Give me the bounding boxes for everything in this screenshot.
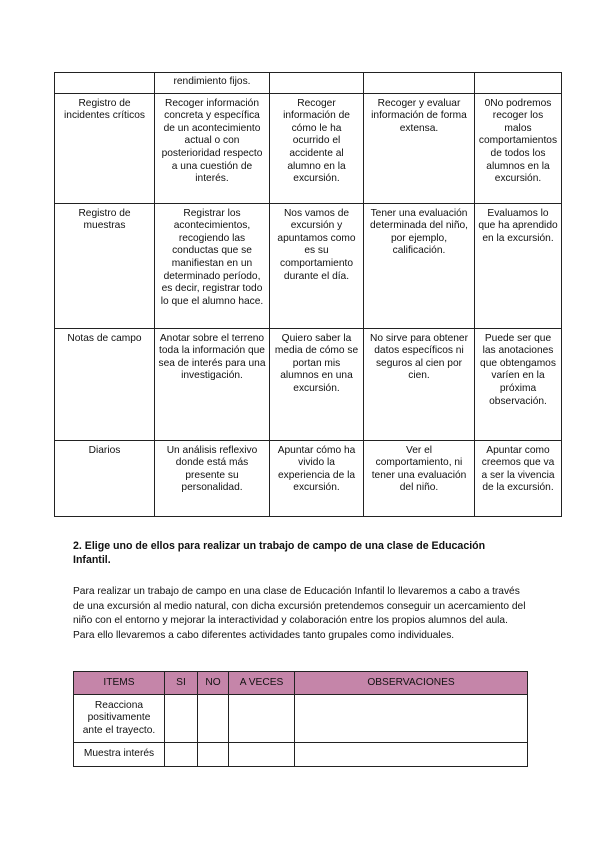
method-purpose-cell: Recoger y evaluar información de forma extensa. xyxy=(364,93,475,203)
si-header: SI xyxy=(165,672,198,695)
method-use-cell: Apuntar cómo ha vivido la experiencia de la excursión. xyxy=(270,440,364,516)
method-definition-cell: Registrar los acontecimientos, recogiendo las conductas que se manifiestan en un determinado período, es decir, registrar todo lo que el alumno hace. xyxy=(155,203,270,328)
method-purpose-cell: Tener una evaluación determinada del niño, por ejemplo, calificación. xyxy=(364,203,475,328)
observation-checklist xyxy=(73,671,528,767)
method-name-cell: Diarios xyxy=(55,440,155,516)
method-use-cell: Quiero saber la media de cómo se portan mis alumnos en una excursión. xyxy=(270,328,364,440)
method-definition-cell: Anotar sobre el terreno toda la información que sea de interés para una investigación. xyxy=(155,328,270,440)
section-title: 2. Elige uno de ellos para realizar un trabajo de campo de una clase de Educación Infantil. xyxy=(73,540,486,566)
method-definition-cell: Un análisis reflexivo donde está más presente su personalidad. xyxy=(155,440,270,516)
si-cell[interactable] xyxy=(165,743,198,767)
method-name-cell: Notas de campo xyxy=(55,328,155,440)
methods-table xyxy=(54,72,562,517)
table-row xyxy=(74,743,528,767)
observaciones-cell[interactable] xyxy=(295,695,528,743)
method-name-cell: Registro de muestras xyxy=(55,203,155,328)
item-cell: Muestra interés xyxy=(74,743,165,767)
checklist-header-row xyxy=(74,672,528,695)
method-definition-cell: Recoger información concreta y específica de un acontecimiento actual o con posterioridad respecto a una cuestión de interés. xyxy=(155,93,270,203)
method-definition-cell: rendimiento fijos. xyxy=(155,73,270,94)
a-veces-cell[interactable] xyxy=(229,695,295,743)
items-header: ITEMS xyxy=(74,672,165,695)
no-cell[interactable] xyxy=(198,695,229,743)
observaciones-cell[interactable] xyxy=(295,743,528,767)
method-assessment-cell: Evaluamos lo que ha aprendido en la excursión. xyxy=(475,203,562,328)
no-header: NO xyxy=(198,672,229,695)
method-assessment-cell: Puede ser que las anotaciones que obtengamos varíen en la próxima observación. xyxy=(475,328,562,440)
table-row xyxy=(55,93,562,203)
method-name-cell xyxy=(55,73,155,94)
table-row xyxy=(55,203,562,328)
si-cell[interactable] xyxy=(165,695,198,743)
section-paragraph: Para realizar un trabajo de campo en una clase de Educación Infantil lo llevaremos a cabo a través de una excursión al medio natural, con dicha excursión pretendemos conseguir un acercamiento del niño con el entorno y mejorar la interactividad y colaboración entre los propios alumnos del aula. Para ello llevaremos a cabo diferentes actividades tanto grupales como individuales. xyxy=(73,586,526,641)
table-row xyxy=(55,73,562,94)
method-name-cell: Registro de incidentes críticos xyxy=(55,93,155,203)
item-cell: Reacciona positivamente ante el trayecto. xyxy=(74,695,165,743)
method-use-cell: Recoger información de cómo le ha ocurrido el accidente al alumno en la excursión. xyxy=(270,93,364,203)
table-row xyxy=(74,695,528,743)
table-row xyxy=(55,440,562,516)
method-purpose-cell: Ver el comportamiento, ni tener una evaluación del niño. xyxy=(364,440,475,516)
observaciones-header: OBSERVACIONES xyxy=(295,672,528,695)
method-use-cell xyxy=(270,73,364,94)
method-assessment-cell xyxy=(475,73,562,94)
method-assessment-cell: Apuntar como creemos que va a ser la vivencia de la excursión. xyxy=(475,440,562,516)
no-cell[interactable] xyxy=(198,743,229,767)
a-veces-cell[interactable] xyxy=(229,743,295,767)
method-purpose-cell xyxy=(364,73,475,94)
method-assessment-cell: 0No podremos recoger los malos comportamientos de todos los alumnos en la excursión. xyxy=(475,93,562,203)
table-row xyxy=(55,328,562,440)
method-purpose-cell: No sirve para obtener datos específicos ni seguros al cien por cien. xyxy=(364,328,475,440)
method-use-cell: Nos vamos de excursión y apuntamos como es su comportamiento durante el día. xyxy=(270,203,364,328)
a-veces-header: A VECES xyxy=(229,672,295,695)
